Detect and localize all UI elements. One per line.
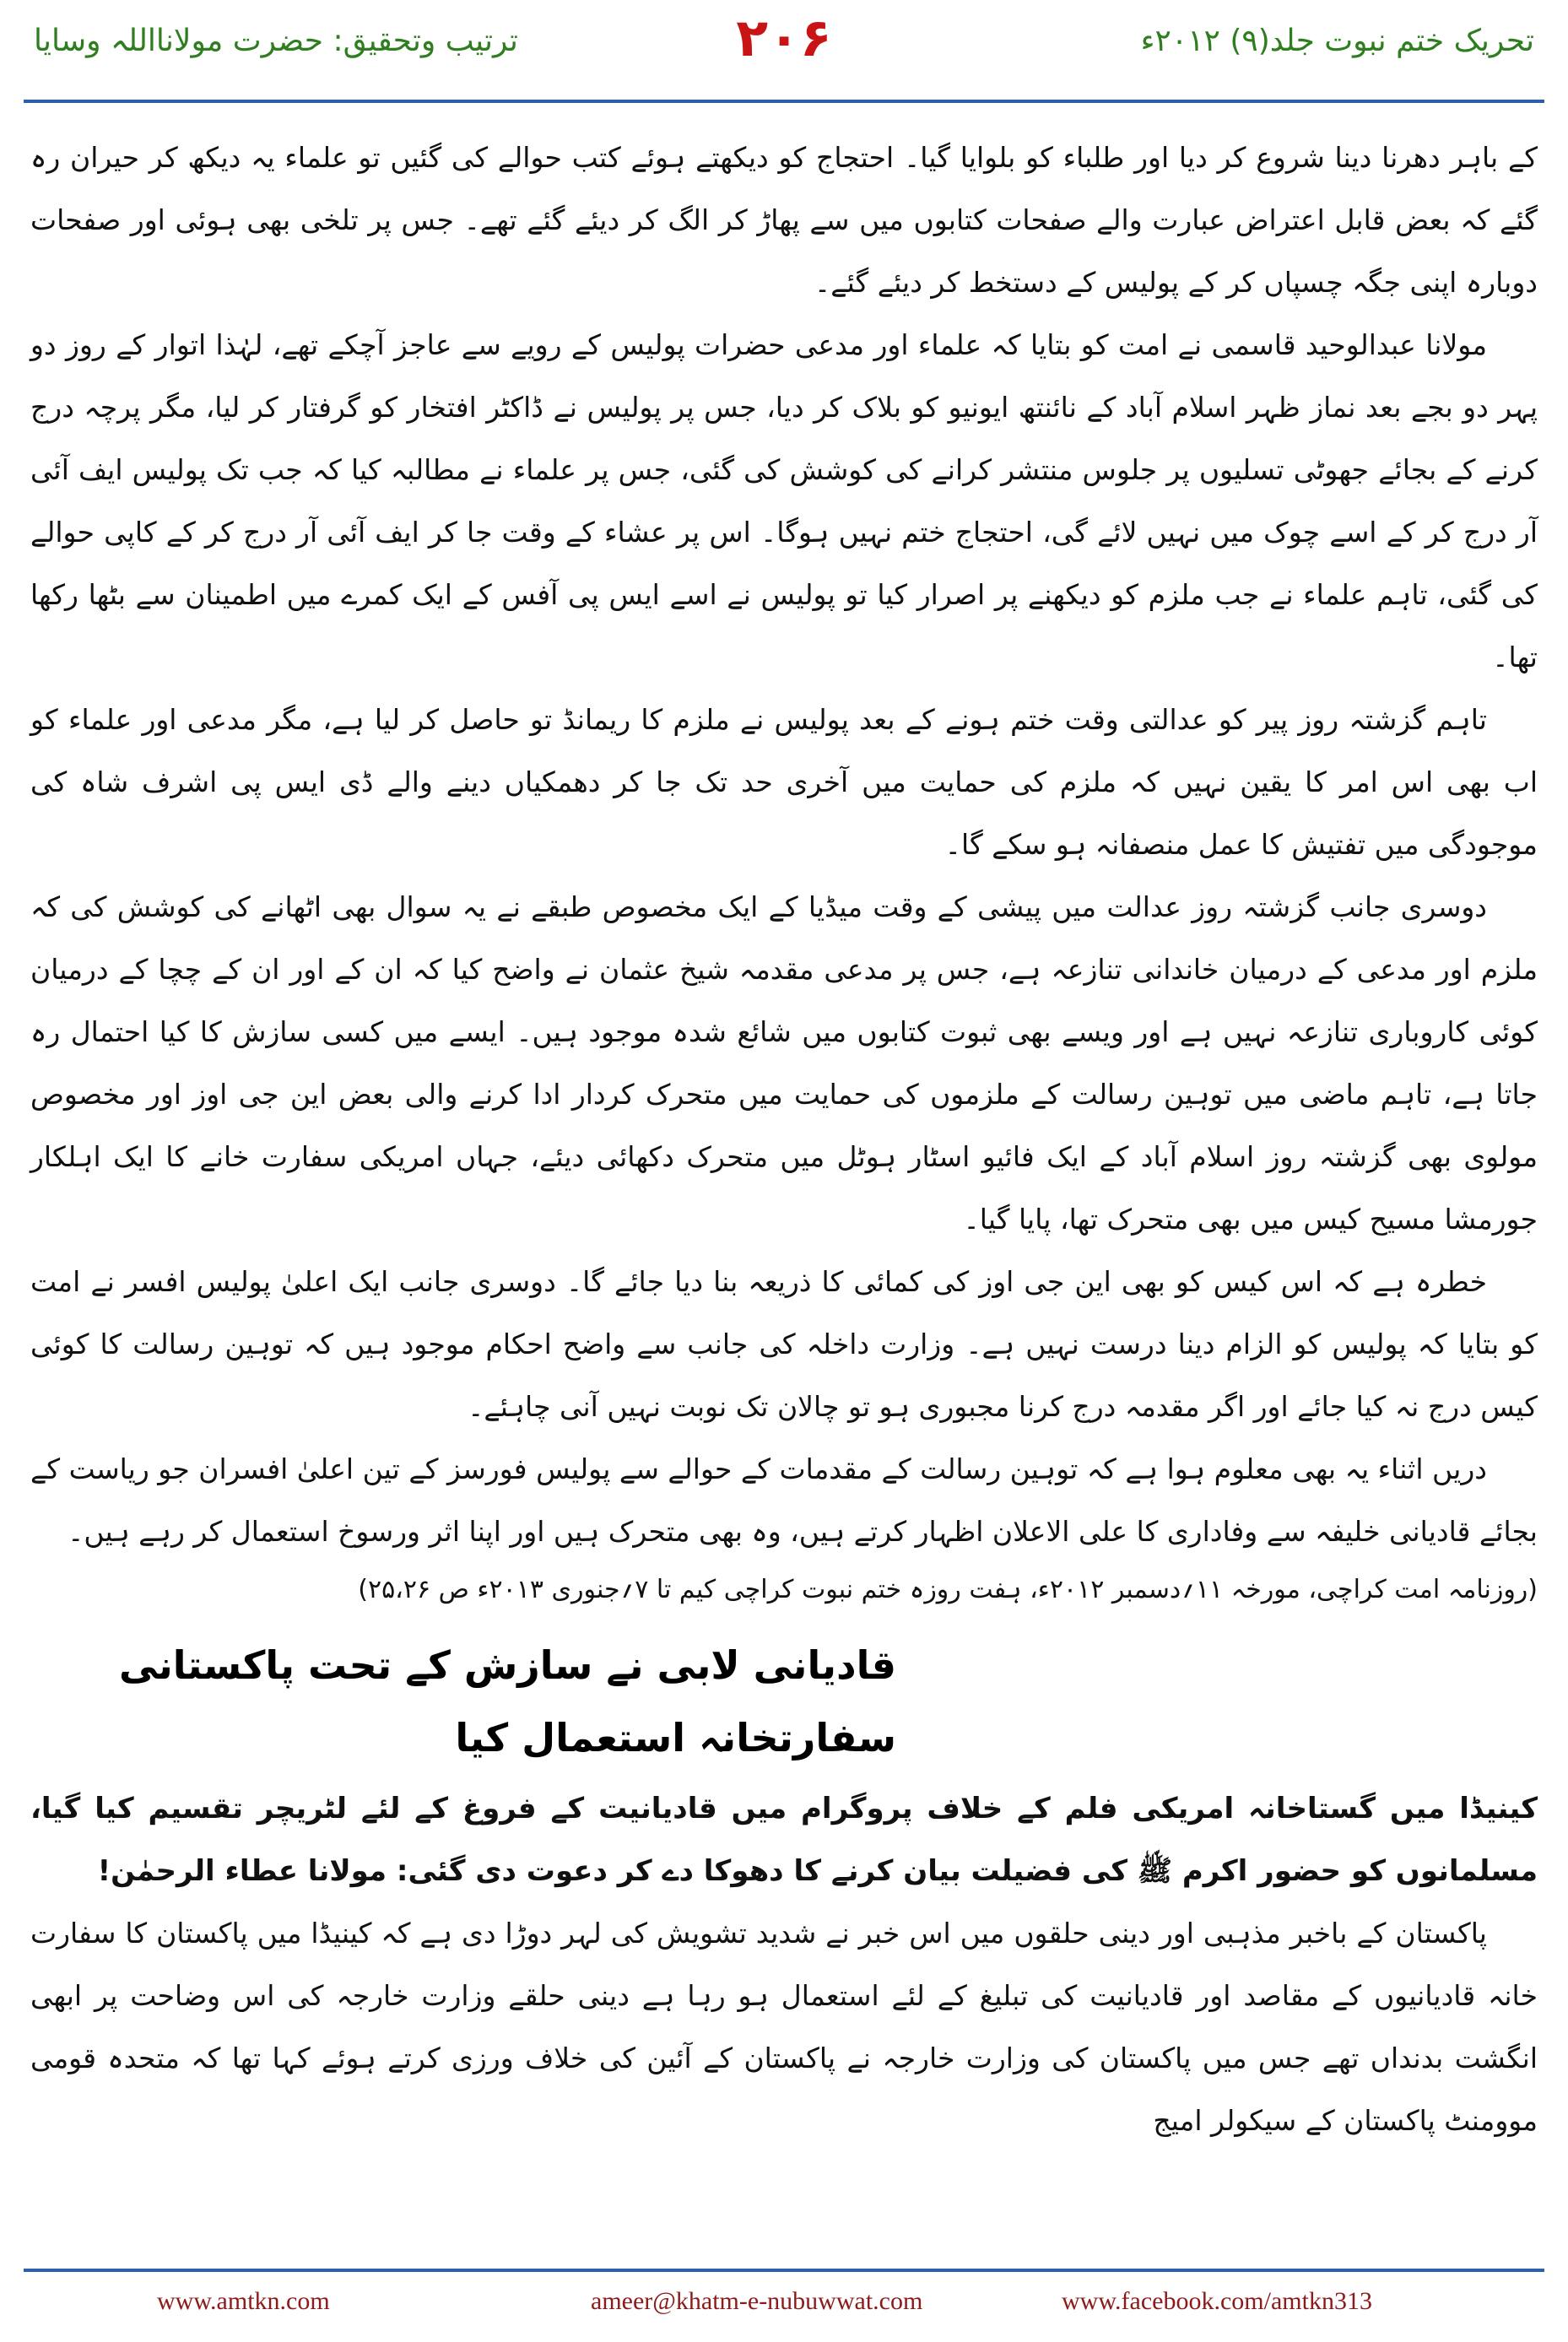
paragraph: پاکستان کے باخبر مذہبی اور دینی حلقوں میں اس خبر نے شدید تشویش کی لہر دوڑا دی ہے کہ کینیڈا میں پاکستان کا سفارت خانہ قادیانیوں کے مقاصد اور قادیانیت کی تبلیغ کے لئے استعمال ہو رہا ہے دینی حلقے وزارت خارجہ کی اس وضاحت پر ابھی انگشت بدنداں تھے جس میں پاکستان کی وزارت خارجہ نے پاکستان کے آئین کی خلاف ورزی کرتے ہوئے کہا تھا کہ متحدہ قومی موومنٹ پاکستان کے سیکولر امیج [30,1917,1538,2137]
website-link[interactable]: www.amtkn.com [157,2287,330,2315]
paragraph: کے باہر دھرنا دینا شروع کر دیا اور طلباء کو بلوایا گیا۔ احتجاج کو دیکھتے ہوئے کتب حوالے کی گئیں تو علماء یہ دیکھ کر حیران رہ گئے کہ بعض قابل اعتراض عبارت والے صفحات کتابوں میں سے پھاڑ کر الگ کر دیئے گئے تھے۔ جس پر تلخی بھی ہوئی اور صفحات دوبارہ اپنی جگہ چسپاں کر کے پولیس کے دستخط کر دیئے گئے۔ [30,141,1538,299]
paragraph: دریں اثناء یہ بھی معلوم ہوا ہے کہ توہین رسالت کے مقدمات کے حوالے سے پولیس فورسز کے تین اعلیٰ افسران جو ریاست کے بجائے قادیانی خلیفہ سے وفاداری کا علی الاعلان اظہار کرتے ہیں، وہ بھی متحرک ہیں اور اپنا اثر ورسوخ استعمال کر رہے ہیں۔ [30,1452,1538,1548]
header-divider [24,100,1544,103]
facebook-link[interactable]: www.facebook.com/amtkn313 [1062,2287,1372,2315]
paragraph: خطرہ ہے کہ اس کیس کو بھی این جی اوز کی کمائی کا ذریعہ بنا دیا جائے گا۔ دوسری جانب ایک اعلیٰ پولیس افسر نے امت کو بتایا کہ پولیس کو الزام دینا درست نہیں ہے۔ وزارت داخلہ کی جانب سے واضح احکام موجود ہیں کہ توہین رسالت کا کوئی کیس درج نہ کیا جائے اور اگر مقدمہ درج کرنا مجبوری ہو تو چالان تک نوبت نہیں آنی چاہئے۔ [30,1265,1538,1423]
page-number: ۲۰۶ [736,7,832,68]
email-link[interactable]: ameer@khatm-e-nubuwwat.com [591,2287,923,2315]
book-title: تحریک ختم نبوت جلد(۹) ۲۰۱۲ء [1140,24,1534,58]
section-heading: قادیانی لابی نے سازش کے تحت پاکستانی سفارتخانہ استعمال کیا [119,1642,896,1761]
paragraph: تاہم گزشتہ روز پیر کو عدالتی وقت ختم ہونے کے بعد پولیس نے ملزم کا ریمانڈ تو حاصل کر لیا ہے، مگر مدعی اور علماء کو اب بھی اس امر کا یقین نہیں کہ ملزم کی حمایت میں آخری حد تک جا کر دھمکیاں دینے والے ڈی ایس پی اشرف شاہ کی موجودگی میں تفتیش کا عمل منصفانہ ہو سکے گا۔ [30,703,1538,861]
page-body [30,127,1538,2152]
paragraph: مولانا عبدالوحید قاسمی نے امت کو بتایا کہ علماء اور مدعی حضرات پولیس کے رویے سے عاجز آچکے تھے، لہٰذا اتوار کے روز دو پہر دو بجے بعد نماز ظہر اسلام آباد کے نائنتھ ایونیو کو بلاک کر دیا، جس پر پولیس نے ڈاکٹر افتخار کو گرفتار کر لیا، مگر پرچہ درج کرنے کے بجائے جھوٹی تسلیوں پر جلوس منتشر کرانے کی کوشش کی گئی، جس پر علماء نے مطالبہ کیا کہ جب تک پولیس ایف آئی آر درج کر کے اسے چوک میں نہیں لائے گی، احتجاج ختم نہیں ہوگا۔ اس پر عشاء کے وقت جا کر ایف آئی آر درج کر کے کاپی حوالے کی گئی، تاہم علماء نے جب ملزم کو دیکھنے پر اصرار کیا تو پولیس نے اسے ایس پی آفس کے ایک کمرے میں اطمینان سے بٹھا رکھا تھا۔ [30,328,1538,673]
compiler-credit: ترتیب وتحقیق: حضرت مولانااللہ وسایا [34,24,518,58]
source-citation: (روزنامہ امت کراچی، مورخہ ۱۱؍دسمبر ۲۰۱۲ء، ہفت روزہ ختم نبوت کراچی کیم تا ۷؍جنوری ۲۰۱۳ء ص ۲۵،۲۶) [358,1575,1538,1604]
section-subheading: کینیڈا میں گستاخانہ امریکی فلم کے خلاف پروگرام میں قادیانیت کے فروغ کے لئے لٹریچر تقسیم کیا گیا، مسلمانوں کو حضور اکرم ﷺ کی فضیلت بیان کرنے کا دھوکا دے کر دعوت دی گئی: مولانا عطاء الرحمٰن! [30,1792,1538,1888]
page-header [0,0,1568,100]
page-footer [0,2279,1568,2329]
footer-divider [24,2269,1544,2272]
paragraph: دوسری جانب گزشتہ روز عدالت میں پیشی کے وقت میڈیا کے ایک مخصوص طبقے نے یہ سوال بھی اٹھانے کی کوشش کی کہ ملزم اور مدعی کے درمیان خاندانی تنازعہ ہے، جس پر مدعی مقدمہ شیخ عثمان نے واضح کیا کہ ان کے اور ان کے چچا کے درمیان کوئی کاروباری تنازعہ نہیں ہے اور ویسے بھی ثبوت کتابوں میں شائع شدہ موجود ہیں۔ ایسے میں کسی سازش کا کیا احتمال رہ جاتا ہے، تاہم ماضی میں توہین رسالت کے ملزموں کی حمایت میں متحرک کردار ادا کرنے والی بعض این جی اوز اور مخصوص مولوی بھی گزشتہ روز اسلام آباد کے ایک فائیو اسٹار ہوٹل میں متحرک دکھائی دیئے، جہاں امریکی سفارت خانے کا ایک اہلکار جورمشا مسیح کیس میں بھی متحرک تھا، پایا گیا۔ [30,890,1538,1236]
